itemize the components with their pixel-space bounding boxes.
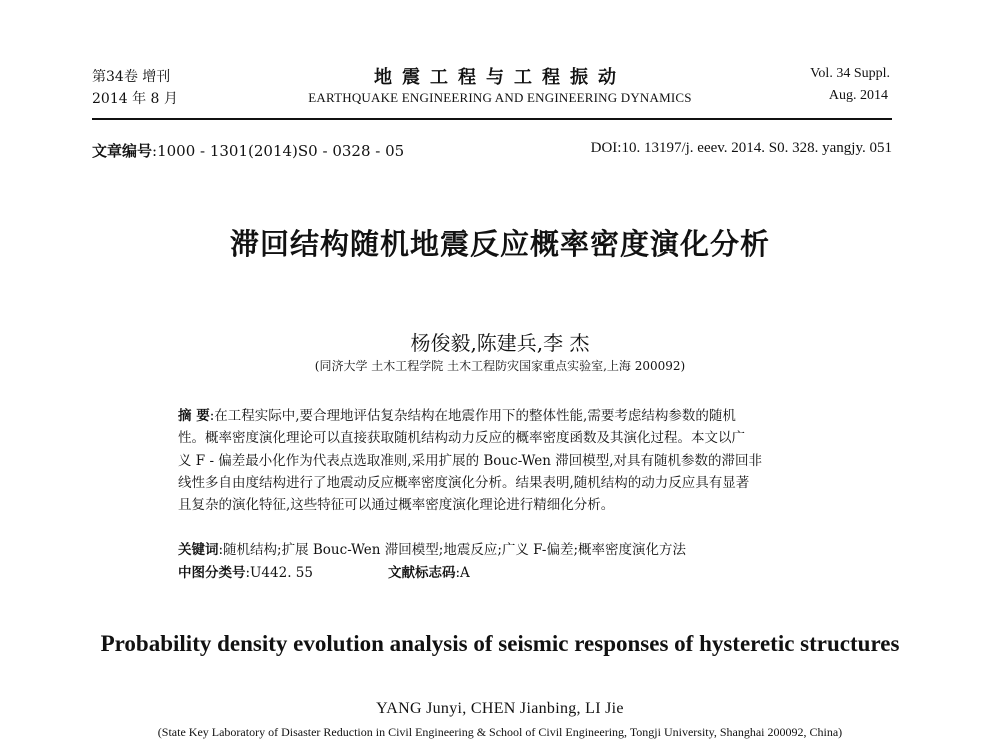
volume-cn: 第34卷 增刊 <box>92 69 171 85</box>
abstract-line: 线性多自由度结构进行了地震动反应概率密度演化分析。结果表明,随机结构的动力反应具有显著 <box>178 474 750 491</box>
abstract-line-text: :在工程实际中,要合理地评估复杂结构在地震作用下的整体性能,需要考虑结构参数的随机 <box>209 408 736 424</box>
volume-en: Vol. 34 Suppl. <box>810 66 890 81</box>
article-number-label: 文章编号 <box>92 142 153 160</box>
header-rule <box>92 118 892 120</box>
keywords <box>178 538 686 558</box>
abstract-label: 摘 要 <box>178 408 210 424</box>
document-code-label: 文献标志码 <box>388 565 456 581</box>
abstract-line <box>178 405 818 427</box>
affiliation-cn: (同济大学 土木工程学院 土木工程防灾国家重点实验室,上海 200092) <box>314 359 686 373</box>
classification <box>178 561 313 581</box>
article-number <box>92 140 404 161</box>
abstract-line: 且复杂的演化特征,这些特征可以通过概率密度演化理论进行精细化分析。 <box>178 497 615 514</box>
paper-title-en: Probability density evolution analysis of seismic responses of hysteretic structures <box>100 631 900 656</box>
date-en: Aug. 2014 <box>828 88 888 103</box>
paper-title-cn: 滞回结构随机地震反应概率密度演化分析 <box>229 227 770 261</box>
authors-en: YANG Junyi, CHEN Jianbing, LI Jie <box>376 700 624 717</box>
article-number-value: :1000 - 1301(2014)S0 - 0328 - 05 <box>152 142 405 160</box>
abstract <box>178 405 818 516</box>
doi: DOI:10. 13197/j. eeev. 2014. S0. 328. yangjy. 051 <box>590 140 892 156</box>
classification-label: 中图分类号 <box>178 565 246 581</box>
keywords-value: :随机结构;扩展 Bouc-Wen 滞回模型;地震反应;广义 F-偏差;概率密度演化方法 <box>218 542 687 558</box>
document-code <box>388 561 470 581</box>
affiliation-en: (State Key Laboratory of Disaster Reduction in Civil Engineering & School of Civil Engineering, Tongji University, Shanghai 200092, China) <box>157 725 843 739</box>
keywords-label: 关键词 <box>178 542 219 558</box>
authors-cn: 杨俊毅,陈建兵,李 杰 <box>410 331 590 355</box>
journal-title-cn: 地震工程与工程振动 <box>374 67 626 88</box>
date-cn: 2014 年 8 月 <box>92 91 178 107</box>
document-code-value: :A <box>455 565 470 581</box>
abstract-line: 义 F - 偏差最小化作为代表点选取准则,采用扩展的 Bouc-Wen 滞回模型,对具有随机参数的滞回非 <box>178 452 763 469</box>
abstract-line: 性。概率密度演化理论可以直接获取随机结构动力反应的概率密度函数及其演化过程。本文以广 <box>178 430 745 447</box>
journal-title-en: EARTHQUAKE ENGINEERING AND ENGINEERING DYNAMICS <box>308 90 692 105</box>
classification-value: :U442. 55 <box>245 565 313 581</box>
